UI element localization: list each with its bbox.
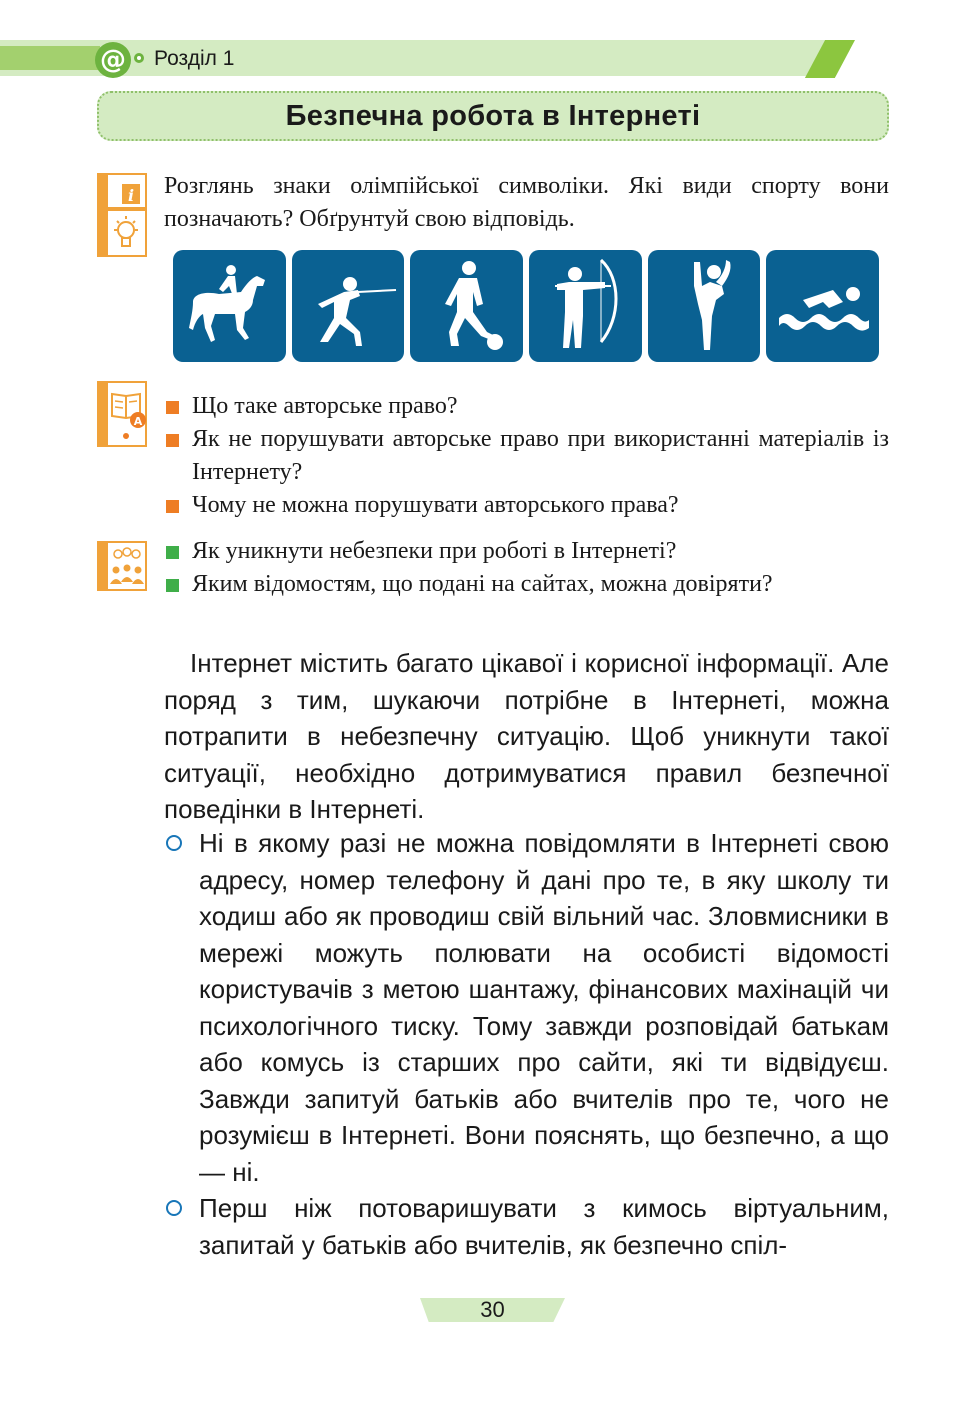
football-icon	[410, 250, 523, 362]
body-paragraph: Інтернет містить багато цікавої і корисної інформації. Але поряд з тим, шукаючи потрібне в Інтернеті, можна потрапити в небезпечну ситуацію. Щоб уникнути такої ситуації, необхідно дотримуватися правил безпечної поведінки в Інтернеті.	[164, 648, 889, 824]
list-item: Чому не можна порушувати авторського права?	[166, 489, 889, 522]
intro-text: Розглянь знаки олімпійської символіки. Які види спорту вони позначають? Обґрунтуй свою відповідь.	[164, 173, 889, 232]
page-title: Безпечна робота в Інтернеті	[285, 99, 701, 132]
swimming-icon	[766, 250, 879, 362]
svg-text:A: A	[133, 415, 143, 428]
group-discussion-icon	[96, 540, 150, 592]
gymnastics-icon	[648, 250, 761, 362]
at-sign-icon: @	[95, 42, 131, 78]
svg-text:i: i	[127, 186, 135, 205]
list-item: Як не порушувати авторське право при використанні матеріалів із Інтернету?	[166, 423, 889, 489]
green-square-bullet-icon	[166, 579, 179, 592]
dot-ring-icon	[134, 53, 144, 63]
section-label: Розділ 1	[154, 47, 235, 70]
header-stripe	[0, 46, 100, 70]
orange-square-bullet-icon	[166, 500, 179, 513]
info-lightbulb-icon	[96, 172, 148, 258]
page-number: 30	[480, 1297, 505, 1322]
list-item: Ні в якому разі не можна повідомляти в Інтернеті свою адресу, номер телефону й дані про те, в яку школу ти ходиш або як проводиш свій вільний час. Зловмисники в мережі можуть полювати на особисті відомості користувачів з метою шантажу, фінансових махінацій чи психологічного тиску. Тому завжди розповідай батькам або комусь із старших про сайти, які ти відвідуєш. Завжди запитуй батьків або вчителів про те, чого не розумієш в Інтернеті. Вони пояснять, що безпечно, а що — ні.	[164, 825, 889, 1190]
sports-pictograms	[173, 250, 879, 362]
questions-orange-list	[166, 390, 889, 522]
orange-square-bullet-icon	[166, 434, 179, 447]
title-box	[97, 91, 889, 141]
header-cutout	[835, 40, 963, 78]
orange-square-bullet-icon	[166, 401, 179, 414]
list-item: Яким відомостям, що подані на сайтах, можна довіряти?	[166, 568, 889, 601]
horse-riding-icon	[173, 250, 286, 362]
rules-list	[164, 825, 889, 1263]
list-item: Що таке авторське право?	[166, 390, 889, 423]
green-square-bullet-icon	[166, 546, 179, 559]
fencing-icon	[292, 250, 405, 362]
questions-green-list	[166, 535, 889, 601]
ring-bullet-icon	[166, 1200, 182, 1216]
reading-book-icon	[96, 380, 150, 450]
list-item: Перш ніж потоваришувати з кимось віртуальним, запитай у батьків або вчителів, як безпечно спіл-	[164, 1190, 889, 1263]
list-item: Як уникнути небезпеки при роботі в Інтернеті?	[166, 535, 889, 568]
ring-bullet-icon	[166, 835, 182, 851]
archery-icon	[529, 250, 642, 362]
